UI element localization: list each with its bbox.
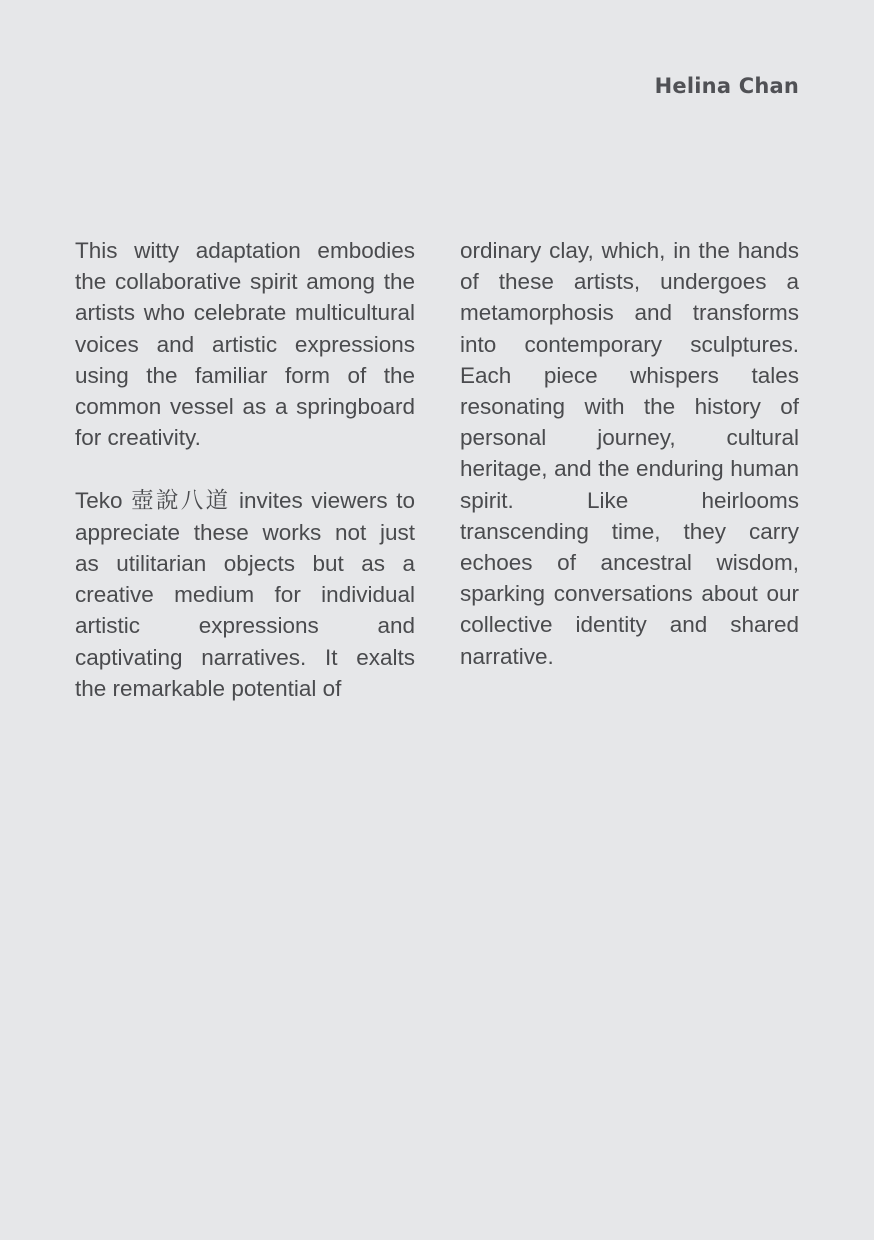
body-text bbox=[75, 235, 799, 704]
right-column bbox=[460, 235, 799, 704]
teko-rest-text: invites viewers to appreciate these works not just as utilitarian objects but as a creative medium for individual artistic expressions and captivating narratives. It exalts the remarkable potential of bbox=[75, 487, 415, 701]
teko-text: Teko bbox=[75, 487, 132, 513]
left-column bbox=[75, 235, 415, 704]
paragraph-intro: This witty adaptation embodies the collaborative spirit among the artists who celebrate multicultural voices and artistic expressions using the familiar form of the common vessel as a springboard for creativity. bbox=[75, 238, 415, 451]
paragraph-teko bbox=[75, 485, 415, 704]
author-name: Helina Chan bbox=[654, 74, 799, 98]
cjk-title: 壺說八道 bbox=[131, 487, 231, 514]
paragraph-clay: ordinary clay, which, in the hands of these artists, undergoes a metamorphosis and transforms into contemporary sculptures. Each piece whispers tales resonating with the history of personal journey, cultural heritage, and the enduring human spirit. Like heirlooms transcending time, they carry echoes of ancestral wisdom, sparking conversations about our collective identity and shared narrative. bbox=[460, 238, 799, 669]
